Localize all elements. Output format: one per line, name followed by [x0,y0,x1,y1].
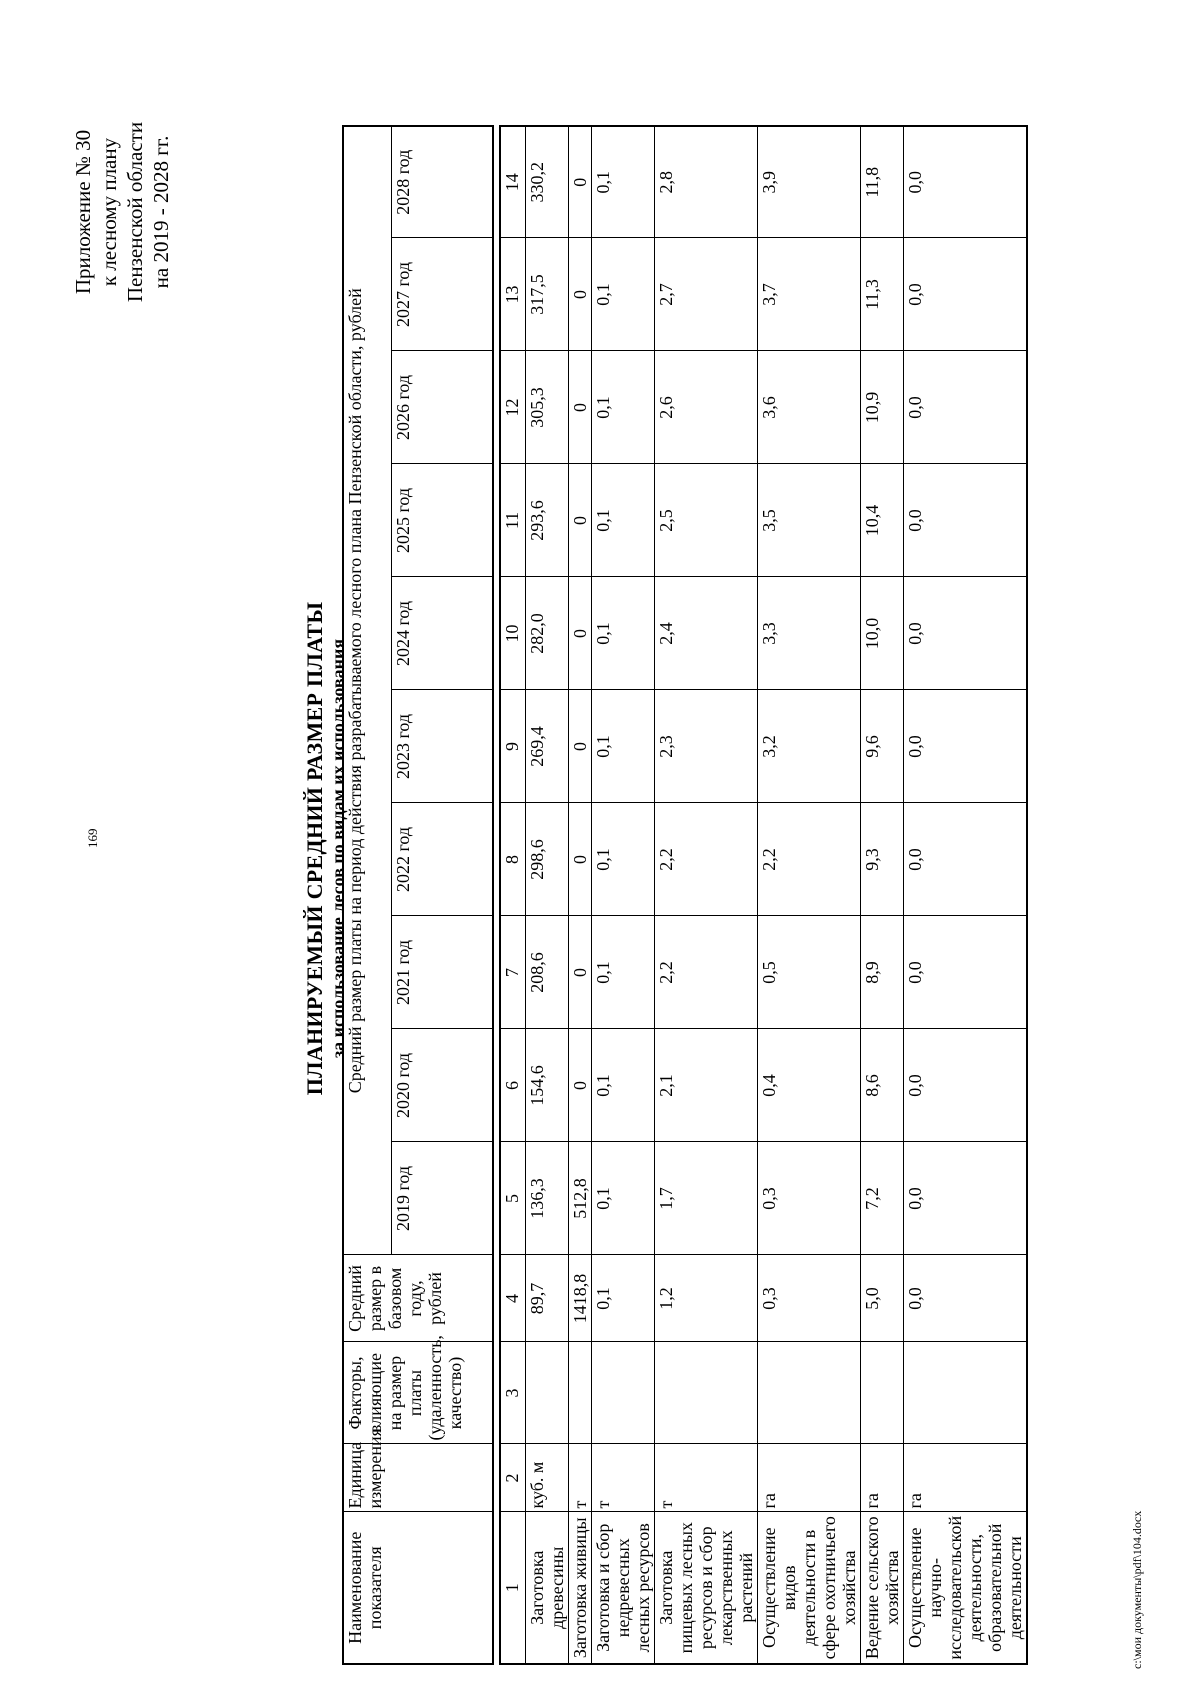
row-year-value: 0 [569,803,592,916]
column-number: 4 [500,1255,526,1342]
row-year-value: 0,1 [592,1029,655,1142]
column-number: 7 [500,916,526,1029]
row-year-value: 0 [569,916,592,1029]
row-base-value: 0,3 [758,1255,861,1342]
row-factors [758,1342,861,1444]
row-year-value: 136,3 [526,1142,569,1255]
header-year: 2023 год [391,690,493,803]
table-row [592,126,655,1664]
row-year-value: 0,0 [904,803,1028,916]
row-year-value: 0,1 [592,126,655,238]
row-year-value: 0 [569,464,592,577]
row-unit: га [904,1444,1028,1512]
header-year: 2027 год [391,238,493,351]
row-year-value: 0,1 [592,803,655,916]
row-year-value: 305,3 [526,351,569,464]
row-year-value: 0 [569,238,592,351]
row-year-value: 0,0 [904,577,1028,690]
row-name: Заготовка живицы [569,1512,592,1664]
row-year-value: 11,3 [861,238,904,351]
table-row [758,126,861,1664]
row-year-value: 0,0 [904,126,1028,238]
row-year-value: 11,8 [861,126,904,238]
row-year-value: 0,1 [592,464,655,577]
row-year-value: 0 [569,126,592,238]
row-year-value: 0,3 [758,1142,861,1255]
appendix-line: Пензенской области [123,121,147,303]
row-year-value: 0,1 [592,577,655,690]
header-year: 2021 год [391,916,493,1029]
row-year-value: 208,6 [526,916,569,1029]
column-number: 1 [500,1512,526,1664]
header-name: Наименование показателя [343,1512,493,1664]
table-row [861,126,904,1664]
row-year-value: 2,2 [758,803,861,916]
table-body [499,125,1028,1665]
row-year-value: 0 [569,690,592,803]
column-number: 13 [500,238,526,351]
row-name: Ведение сельского хозяйства [861,1512,904,1664]
row-year-value: 0,1 [592,238,655,351]
row-factors [569,1342,592,1444]
row-year-value: 282,0 [526,577,569,690]
column-number: 3 [500,1342,526,1444]
column-number-row [500,126,526,1664]
row-year-value: 317,5 [526,238,569,351]
header-year: 2022 год [391,803,493,916]
page-number: 169 [85,828,100,848]
appendix-line: на 2019 - 2028 гг. [149,135,173,289]
row-year-value: 0,0 [904,690,1028,803]
row-year-value: 0,0 [904,1029,1028,1142]
header-period: Средний размер платы на период действия разрабатываемого лесного плана Пензенской области, рублей [343,126,391,1255]
row-year-value: 3,3 [758,577,861,690]
row-year-value: 0,5 [758,916,861,1029]
row-unit: т [655,1444,758,1512]
row-year-value: 10,9 [861,351,904,464]
row-year-value: 10,4 [861,464,904,577]
row-base-value: 0,0 [904,1255,1028,1342]
row-factors [861,1342,904,1444]
column-number: 8 [500,803,526,916]
row-year-value: 2,8 [655,126,758,238]
row-year-value: 8,9 [861,916,904,1029]
document-subtitle: за использование лесов по видам их использования [328,638,348,1059]
row-unit: т [592,1444,655,1512]
column-number: 10 [500,577,526,690]
row-year-value: 154,6 [526,1029,569,1142]
row-name: Заготовка пищевых лесных ресурсов и сбор лекарственных растений [655,1512,758,1664]
row-year-value: 2,5 [655,464,758,577]
column-number: 9 [500,690,526,803]
row-factors [592,1342,655,1444]
column-number: 14 [500,126,526,238]
appendix-note [70,82,174,342]
table-row [526,126,569,1664]
row-year-value: 0,0 [904,1142,1028,1255]
row-year-value: 2,1 [655,1029,758,1142]
row-year-value: 0,0 [904,351,1028,464]
row-unit: га [758,1444,861,1512]
table-row [655,126,758,1664]
row-year-value: 0 [569,351,592,464]
row-year-value: 8,6 [861,1029,904,1142]
row-name: Осуществление видов деятельности в сфере охотничьего хозяйства [758,1512,861,1664]
appendix-line: Приложение № 30 [71,129,95,295]
table-header [342,125,494,1665]
row-year-value: 10,0 [861,577,904,690]
column-number: 11 [500,464,526,577]
row-factors [904,1342,1028,1444]
row-year-value: 9,3 [861,803,904,916]
row-year-value: 2,2 [655,803,758,916]
row-year-value: 2,7 [655,238,758,351]
row-year-value: 2,2 [655,916,758,1029]
row-year-value: 0 [569,1029,592,1142]
row-year-value: 0,4 [758,1029,861,1142]
table-row [569,126,592,1664]
row-year-value: 9,6 [861,690,904,803]
column-number: 5 [500,1142,526,1255]
column-number: 6 [500,1029,526,1142]
row-base-value: 1,2 [655,1255,758,1342]
header-year: 2025 год [391,464,493,577]
header-year: 2024 год [391,577,493,690]
row-year-value: 2,4 [655,577,758,690]
row-year-value: 0,1 [592,916,655,1029]
header-factors: Факторы, влияющие на размер платы (удаленность, качество) [343,1342,493,1444]
row-year-value: 330,2 [526,126,569,238]
header-year: 2028 год [391,126,493,238]
row-year-value: 3,9 [758,126,861,238]
row-year-value: 0,0 [904,464,1028,577]
row-factors [526,1342,569,1444]
header-unit: Единица измерения [343,1444,493,1512]
appendix-line: к лесному плану [97,137,121,287]
row-year-value: 0,1 [592,1142,655,1255]
header-year: 2020 год [391,1029,493,1142]
row-year-value: 293,6 [526,464,569,577]
footer-file-path: c:\мои документы\pdf\104.docx [1130,1510,1144,1669]
row-year-value: 0,1 [592,351,655,464]
row-base-value: 89,7 [526,1255,569,1342]
row-year-value: 0 [569,577,592,690]
row-year-value: 7,2 [861,1142,904,1255]
row-base-value: 0,1 [592,1255,655,1342]
column-number: 2 [500,1444,526,1512]
header-year: 2026 год [391,351,493,464]
row-factors [655,1342,758,1444]
header-base: Средний размер в базовом году, рублей [343,1255,493,1342]
row-name: Осуществление научно-исследовательской деятельности, образовательной деятельности [904,1512,1028,1664]
row-unit: куб. м [526,1444,569,1512]
row-year-value: 3,5 [758,464,861,577]
row-year-value: 0,0 [904,916,1028,1029]
row-year-value: 512,8 [569,1142,592,1255]
row-base-value: 1418,8 [569,1255,592,1342]
row-base-value: 5,0 [861,1255,904,1342]
row-year-value: 0,0 [904,238,1028,351]
table-row [904,126,1028,1664]
column-number: 12 [500,351,526,464]
row-year-value: 298,6 [526,803,569,916]
row-name: Заготовка и сбор недревесных лесных ресурсов [592,1512,655,1664]
row-year-value: 2,3 [655,690,758,803]
row-name: Заготовка древесины [526,1512,569,1664]
row-unit: га [861,1444,904,1512]
row-year-value: 1,7 [655,1142,758,1255]
header-year: 2019 год [391,1142,493,1255]
row-year-value: 3,6 [758,351,861,464]
row-year-value: 3,7 [758,238,861,351]
document-title: ПЛАНИРУЕМЫЙ СРЕДНИЙ РАЗМЕР ПЛАТЫ [302,601,327,1096]
row-year-value: 2,6 [655,351,758,464]
row-unit: т [569,1444,592,1512]
row-year-value: 269,4 [526,690,569,803]
row-year-value: 3,2 [758,690,861,803]
row-year-value: 0,1 [592,690,655,803]
